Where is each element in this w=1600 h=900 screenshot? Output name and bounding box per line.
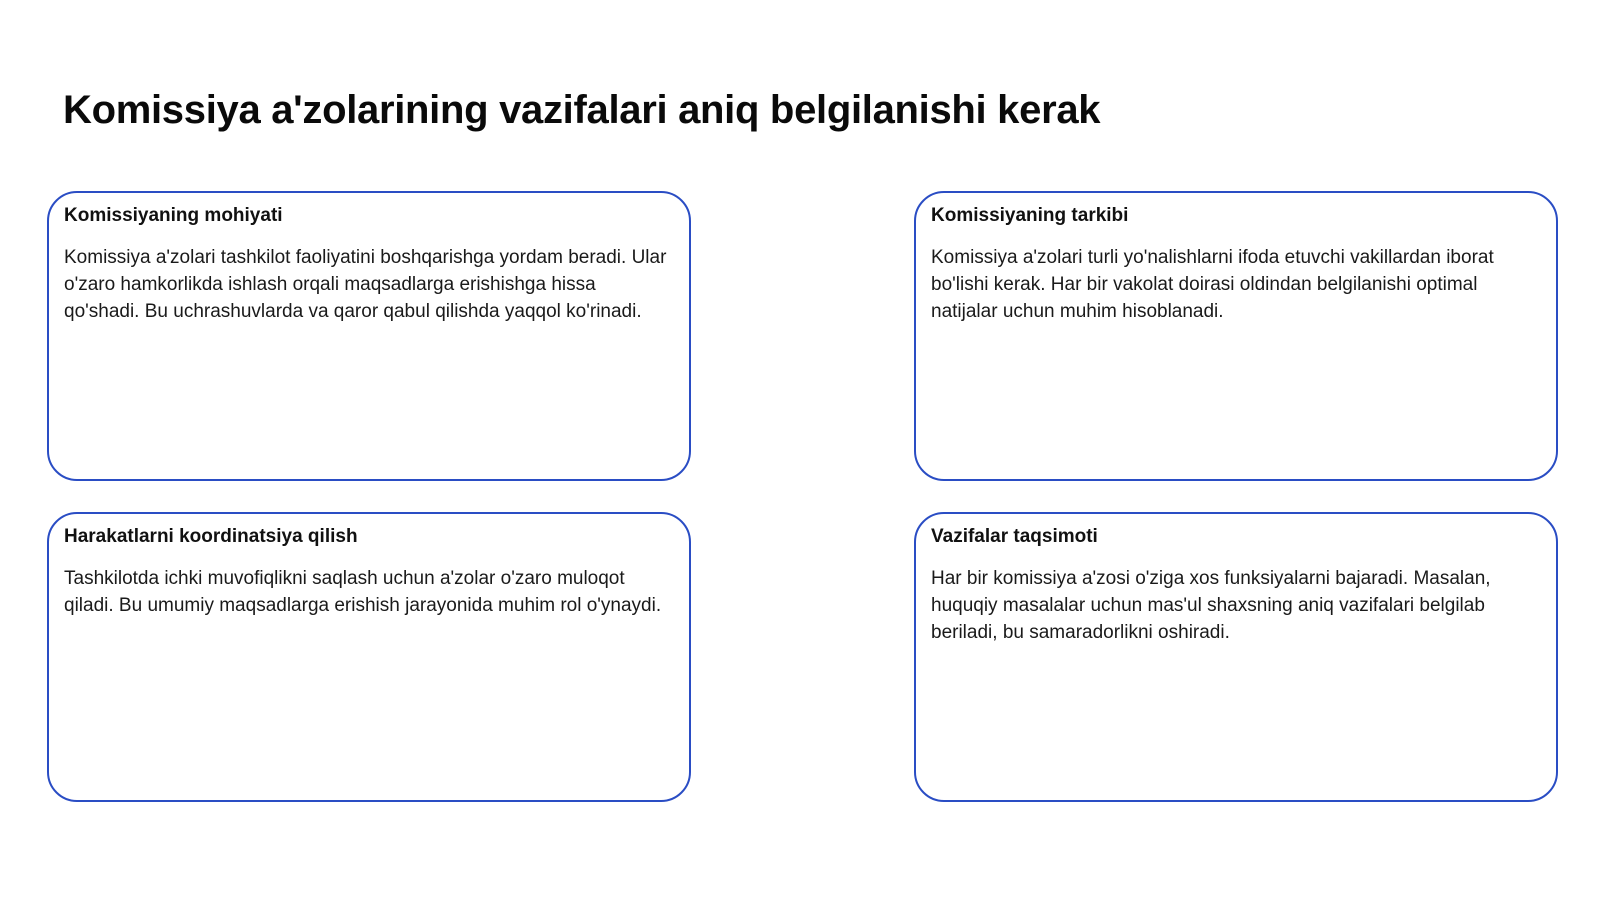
slide-title: Komissiya a'zolarining vazifalari aniq belgilanishi kerak [63,88,1101,132]
card-body: Komissiya a'zolari tashkilot faoliyatini boshqarishga yordam beradi. Ular o'zaro hamkorlikda ishlash orqali maqsadlarga erishishga hissa qo'shadi. Bu uchrashuvlarda va qaror qabul qilishda yaqqol ko'rinadi. [64,246,667,322]
card-vazifalar-taqsimoti [914,512,1558,802]
card-body: Tashkilotda ichki muvofiqlikni saqlash uchun a'zolar o'zaro muloqot qiladi. Bu umumiy maqsadlarga erishish jarayonida muhim rol o'ynaydi. [64,567,662,616]
card-title: Vazifalar taqsimoti [931,526,1098,547]
card-komissiyaning-mohiyati [47,191,691,481]
card-title: Komissiyaning mohiyati [64,205,283,226]
card-title: Harakatlarni koordinatsiya qilish [64,526,358,547]
card-harakatlarni-koordinatsiya-qilish [47,512,691,802]
card-title: Komissiyaning tarkibi [931,205,1129,226]
card-body: Har bir komissiya a'zosi o'ziga xos funksiyalarni bajaradi. Masalan, huquqiy masalalar uchun mas'ul shaxsning aniq vazifalari belgilab beriladi, bu samaradorlikni oshiradi. [931,567,1491,643]
card-body: Komissiya a'zolari turli yo'nalishlarni ifoda etuvchi vakillardan iborat bo'lishi kerak. Har bir vakolat doirasi oldindan belgilanishi optimal natijalar uchun muhim hisoblanadi. [931,246,1494,322]
card-komissiyaning-tarkibi [914,191,1558,481]
